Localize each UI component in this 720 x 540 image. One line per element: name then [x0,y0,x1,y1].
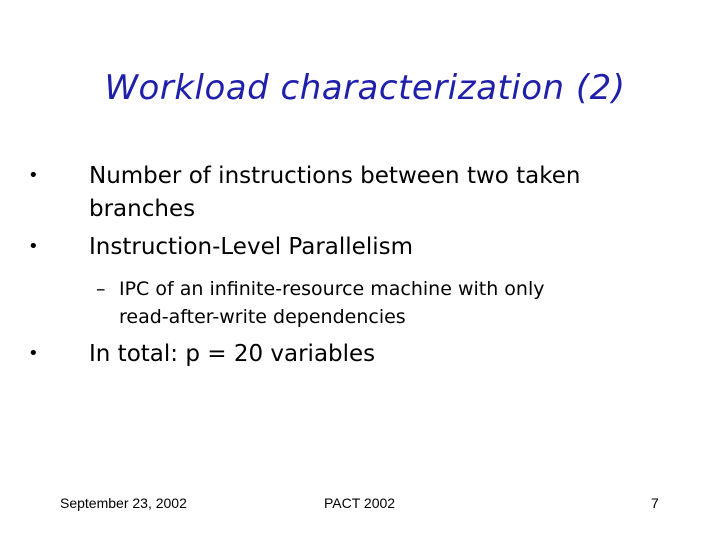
bullet-marker: • [28,236,39,257]
slide-title: Workload characterization (2) [104,68,626,108]
footer-conference: PACT 2002 [324,495,396,511]
bullet-text-line: Number of instructions between two taken [89,163,581,189]
footer-date: September 23, 2002 [60,495,187,511]
bullet-text-line: Instruction-Level Parallelism [89,234,413,260]
bullet-text-line: branches [89,196,196,222]
bullet-text-line: In total: p = 20 variables [89,341,376,367]
bullet-marker: • [28,343,39,364]
footer-page-number: 7 [651,495,659,511]
sub-bullet-text-line: read-after-write dependencies [119,306,406,328]
bullet-marker: • [28,165,39,186]
sub-bullet-text-line: IPC of an infinite-resource machine with only [119,278,545,300]
sub-bullet-marker: – [96,278,106,300]
